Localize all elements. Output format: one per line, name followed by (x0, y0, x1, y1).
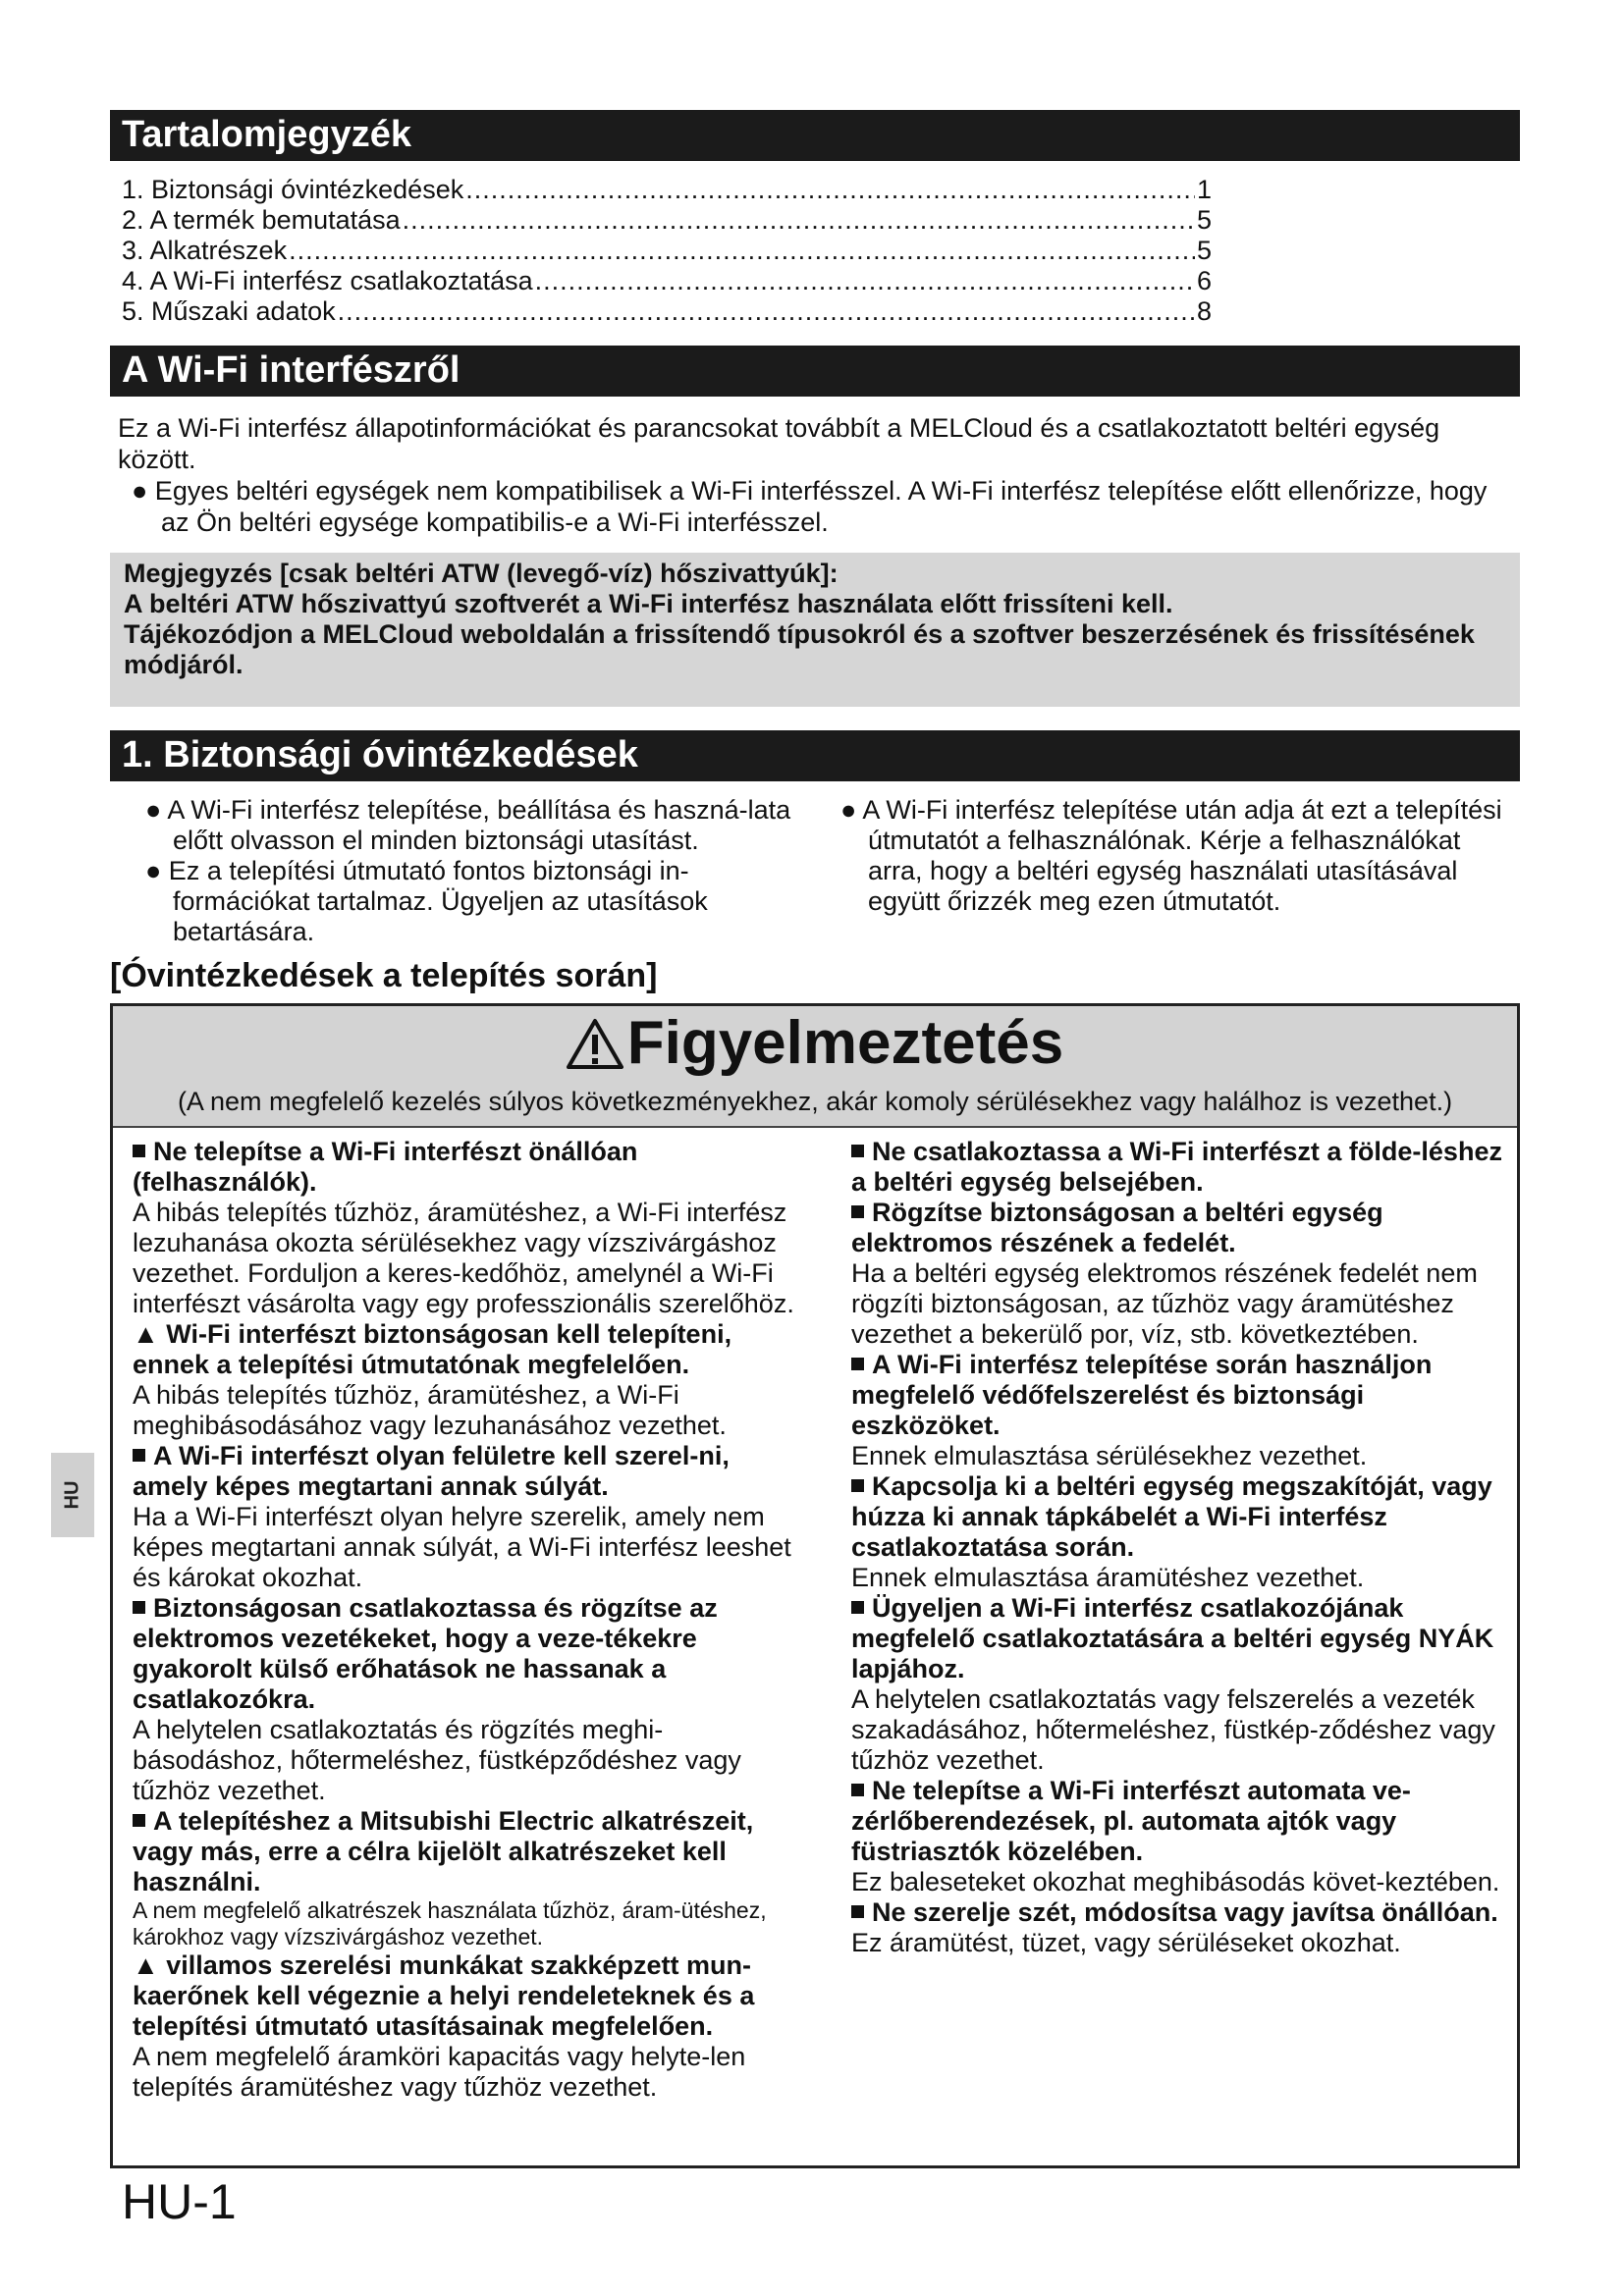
square-bullet-icon (133, 1601, 145, 1614)
toc-item-page: 5 (1196, 236, 1212, 265)
warning-header (113, 1006, 1517, 1128)
toc-item[interactable] (122, 236, 1212, 266)
toc-list (122, 175, 1212, 327)
toc-header (110, 110, 1520, 161)
about-header (110, 346, 1520, 397)
safety-header (110, 730, 1520, 781)
warning-item-heading: Ne csatlakoztassa a Wi-Fi interfészt a földe-léshez a beltéri egység belsejében. (851, 1137, 1502, 1197)
note-line: A beltéri ATW hőszivattyú szoftverét a Wi-Fi interfész használata előtt frissíteni kell. (124, 589, 1173, 618)
language-tab-label: HU (61, 1480, 83, 1510)
warning-subtitle: (A nem megfelelő kezelés súlyos következményekhez, akár komoly sérülésekhez vagy halálhoz is vezethet.) (177, 1087, 1453, 1116)
warning-item-text: Ennek elmulasztása sérülésekhez vezethet. (851, 1441, 1368, 1470)
toc-item-page: 8 (1196, 296, 1212, 326)
note-line: Tájékozódjon a MELCloud weboldalán a frissítendő típusokról és a szoftver beszerzésének és frissítésének módjáról. (124, 619, 1475, 679)
safety-title: 1. Biztonsági óvintézkedések (122, 734, 638, 775)
toc-item[interactable] (122, 266, 1212, 296)
warning-item-text: A hibás telepítés tűzhöz, áramütéshez, a Wi-Fi interfész lezuhanása okozta sérülésekhez vagy vízszivárgáshoz vezethet. Forduljon a keres-kedőhöz, amelynél a Wi-Fi interfészt vásárolta vagy egy professzionális szerelőhöz. (133, 1198, 794, 1318)
toc-item-label: 3. Alkatrészek (122, 236, 288, 265)
square-bullet-icon (851, 1358, 864, 1370)
warning-left-column (133, 1137, 810, 2103)
about-bullet: ● Egyes beltéri egységek nem kompatibilisek a Wi-Fi interfésszel. A Wi-Fi interfész telepítése előtt ellenőrizze, hogy az Ön beltéri egysége kompatibilis-e a Wi-Fi interfésszel. (132, 476, 1488, 537)
warning-small-triangle-icon: ▲ (133, 1319, 167, 1349)
note-box (110, 553, 1520, 707)
safety-bullet: ● A Wi-Fi interfész telepítése után adja át ezt a telepítési útmutatót a felhasználónak. Kérje a felhasználókat arra, hogy a beltéri egység használati utasításával együtt őrizzék meg ezen útmutatót. (840, 795, 1502, 916)
square-bullet-icon (851, 1601, 864, 1614)
language-tab (51, 1453, 94, 1537)
warning-item-heading: A telepítéshez a Mitsubishi Electric alkatrészeit, vagy más, erre a célra kijelölt alkatrészeket kell használni. (133, 1806, 754, 1896)
warning-item-text: Ha a beltéri egység elektromos részének fedelét nem rögzíti biztonságosan, az tűzhöz vagy áramütéshez vezethet a bekerülő por, víz, stb. következtében. (851, 1258, 1478, 1349)
warning-small-triangle-icon: ▲ (133, 1950, 167, 1980)
warning-title: Figyelmeztetés (626, 1009, 1064, 1077)
warning-item-text: Ha a Wi-Fi interfészt olyan helyre szerelik, amely nem képes megtartani annak súlyát, a Wi-Fi interfész leeshet és károkat okozhat. (133, 1502, 791, 1592)
toc-item-label: 5. Műszaki adatok (122, 296, 336, 326)
toc-title: Tartalomjegyzék (122, 114, 411, 155)
toc-item-page: 5 (1196, 205, 1212, 235)
about-title: A Wi-Fi interfészről (122, 349, 460, 391)
warning-item-text: A nem megfelelő áramköri kapacitás vagy helyte-len telepítés áramütéshez vagy tűzhöz vezethet. (133, 2042, 746, 2102)
page-number: HU-1 (122, 2174, 237, 2229)
safety-left-bullets (145, 795, 823, 947)
about-paragraph: Ez a Wi-Fi interfész állapotinformációkat és parancsokat továbbít a MELCloud és a csatlakoztatott beltéri egység között. (118, 413, 1440, 474)
about-body (118, 412, 1512, 538)
warning-item-heading: Ne szerelje szét, módosítsa vagy javítsa önállóan. (851, 1897, 1511, 1928)
warning-item-heading: ▲ villamos szerelési munkákat szakképzett mun-kaerőnek kell végeznie a helyi rendeleteknek és a telepítési útmutató utasításainak megfelelően. (133, 1950, 755, 2041)
warning-item-text: Ez baleseteket okozhat meghibásodás követ-keztében. (851, 1867, 1500, 1896)
note-line: Megjegyzés [csak beltéri ATW (levegő-víz) hőszivattyúk]: (124, 559, 839, 588)
warning-item-heading: A Wi-Fi interfész telepítése során használjon megfelelő védőfelszerelést és biztonsági eszközöket. (851, 1350, 1433, 1440)
warning-item-heading: ▲ Wi-Fi interfészt biztonságosan kell telepíteni, ennek a telepítési útmutatónak megfelelően. (133, 1319, 732, 1379)
warning-box (110, 1003, 1520, 2168)
square-bullet-icon (133, 1145, 145, 1157)
square-bullet-icon (133, 1449, 145, 1462)
warning-item-text: A nem megfelelő alkatrészek használata tűzhöz, áram-ütéshez, károkhoz vagy vízszivárgáshoz vezethet. (133, 1897, 767, 1949)
square-bullet-icon (851, 1905, 864, 1918)
toc-item[interactable] (122, 175, 1212, 205)
warning-right-column (851, 1137, 1511, 1958)
warning-item-heading: Ne telepítse a Wi-Fi interfészt automata ve-zérlőberendezések, pl. automata ajtók vagy füstriasztók közelében. (851, 1776, 1411, 1866)
safety-right-bullets (840, 795, 1518, 917)
toc-item-label: 4. A Wi-Fi interfész csatlakoztatása (122, 266, 533, 295)
warning-item-text: A helytelen csatlakoztatás és rögzítés meghi-básodáshoz, hőtermeléshez, füstképződéshez vagy tűzhöz vezethet. (133, 1715, 741, 1805)
square-bullet-icon (133, 1814, 145, 1827)
square-bullet-icon (851, 1145, 864, 1157)
warning-item-heading: Ne telepítse a Wi-Fi interfészt önállóan (felhasználók). (133, 1137, 638, 1197)
toc-item-label: 1. Biztonsági óvintézkedések (122, 175, 464, 204)
warning-item-text: A helytelen csatlakoztatás vagy felszerelés a vezeték szakadásához, hőtermeléshez, füstkép-ződéshez vagy tűzhöz vezethet. (851, 1684, 1495, 1775)
warning-item-text: Ennek elmulasztása áramütéshez vezethet. (851, 1563, 1365, 1592)
square-bullet-icon (851, 1205, 864, 1218)
warning-item-heading: A Wi-Fi interfészt olyan felületre kell szerel-ni, amely képes megtartani annak súlyát. (133, 1441, 730, 1501)
square-bullet-icon (851, 1784, 864, 1796)
warning-item-heading: Ügyeljen a Wi-Fi interfész csatlakozójának megfelelő csatlakoztatására a beltéri egység NYÁK lapjához. (851, 1593, 1494, 1683)
toc-item[interactable] (122, 296, 1212, 327)
toc-item-page: 6 (1196, 266, 1212, 295)
install-precautions-heading: [Óvintézkedések a telepítés során] (110, 957, 658, 994)
warning-item-heading: Kapcsolja ki a beltéri egység megszakítóját, vagy húzza ki annak tápkábelét a Wi-Fi interfész csatlakoztatása során. (851, 1471, 1492, 1562)
warning-item-text: Ez áramütést, tüzet, vagy sérüléseket okozhat. (851, 1928, 1401, 1957)
warning-item-text: A hibás telepítés tűzhöz, áramütéshez, a Wi-Fi meghibásodásához vagy lezuhanásához vezethet. (133, 1380, 727, 1440)
warning-triangle-icon (567, 1018, 623, 1069)
safety-bullet: ● Ez a telepítési útmutató fontos biztonsági in-formációkat tartalmaz. Ügyeljen az utasítások betartására. (145, 856, 708, 946)
toc-item-label: 2. A termék bemutatása (122, 205, 401, 235)
toc-item-page: 1 (1196, 175, 1212, 204)
safety-bullet: ● A Wi-Fi interfész telepítése, beállítása és haszná-lata előtt olvasson el minden biztonsági utasítást. (145, 795, 791, 855)
warning-item-heading: Biztonságosan csatlakoztassa és rögzítse az elektromos vezetékeket, hogy a veze-tékekre gyakorolt külső erőhatások ne hassanak a csatlakozókra. (133, 1593, 718, 1714)
toc-item[interactable] (122, 205, 1212, 236)
warning-item-heading: Rögzítse biztonságosan a beltéri egység elektromos részének a fedelét. (851, 1198, 1383, 1257)
square-bullet-icon (851, 1479, 864, 1492)
